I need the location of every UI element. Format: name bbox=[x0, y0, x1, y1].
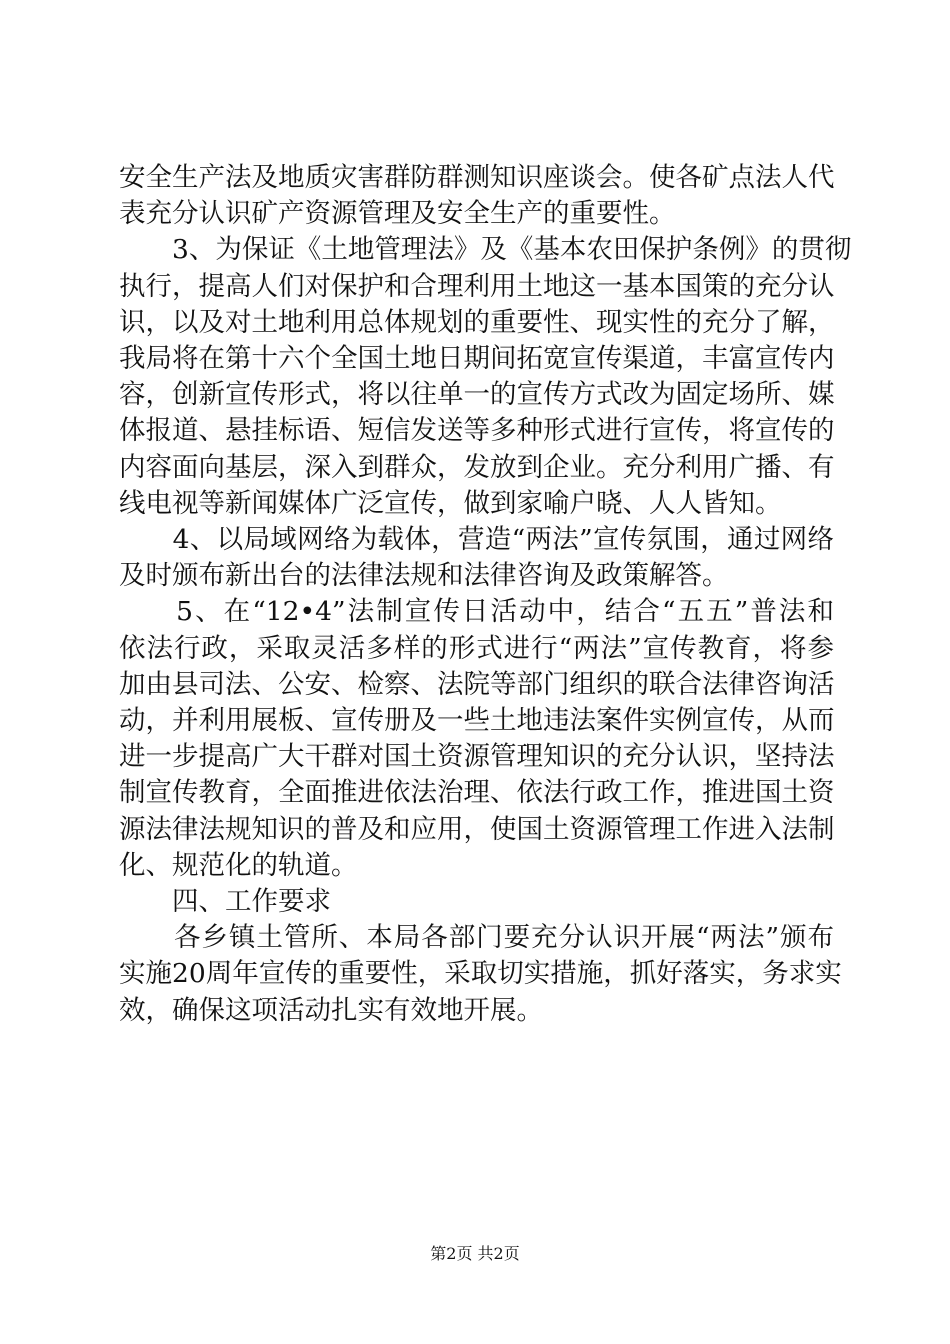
body-text-line: 源法律法规知识的普及和应用，使国土资源管理工作进入法制 bbox=[119, 813, 835, 845]
body-text-line: 4、以局域网络为载体，营造“两法”宣传氛围，通过网络 bbox=[119, 524, 834, 555]
body-text-line: 进一步提高广大干群对国土资源管理知识的充分认识，坚持法 bbox=[119, 741, 835, 773]
body-text-line: 我局将在第十六个全国土地日期间拓宽宣传渠道，丰富宣传内 bbox=[119, 343, 835, 374]
body-text-line: 效，确保这项活动扎实有效地开展。 bbox=[119, 994, 543, 1026]
body-text-line: 各乡镇土管所、本局各部门要充分认识开展“两法”颁布 bbox=[119, 922, 834, 954]
body-text-line: 表充分认识矿产资源管理及安全生产的重要性。 bbox=[119, 198, 676, 230]
body-text-line: 安全生产法及地质灾害群防群测知识座谈会。使各矿点法人代 bbox=[119, 162, 835, 193]
body-text-line: 动，并利用展板、宣传册及一些土地违法案件实例宣传，从而 bbox=[119, 705, 835, 736]
body-text-line: 化、规范化的轨道。 bbox=[119, 849, 358, 881]
body-text-line: 内容面向基层，深入到群众，发放到企业。充分利用广播、有 bbox=[119, 451, 835, 483]
body-text-line: 加由县司法、公安、检察、法院等部门组织的联合法律咨询活 bbox=[119, 668, 835, 700]
body-text-line: 容，创新宣传形式，将以往单一的宣传方式改为固定场所、媒 bbox=[119, 379, 835, 411]
body-text-line: 执行，提高人们对保护和合理利用土地这一基本国策的充分认 bbox=[119, 270, 835, 302]
body-text-line: 5、在“12•4”法制宣传日活动中，结合“五五”普法和 bbox=[119, 596, 834, 628]
body-text-line: 体报道、悬挂标语、短信发送等多种形式进行宣传，将宣传的 bbox=[119, 415, 835, 447]
body-text-line: 实施20周年宣传的重要性，采取切实措施，抓好落实，务求实 bbox=[119, 958, 842, 990]
body-text-line: 及时颁布新出台的法律法规和法律咨询及政策解答。 bbox=[119, 560, 729, 592]
page-footer: 第2页 共2页 bbox=[430, 1244, 520, 1263]
body-text-line: 制宣传教育，全面推进依法治理、依法行政工作，推进国土资 bbox=[119, 777, 835, 809]
body-text-line: 四、工作要求 bbox=[119, 886, 331, 917]
body-text-line: 依法行政，采取灵活多样的形式进行“两法”宣传教育，将参 bbox=[119, 632, 834, 664]
body-text-line: 识，以及对土地利用总体规划的重要性、现实性的充分了解， bbox=[119, 306, 835, 338]
body-text-line: 线电视等新闻媒体广泛宣传，做到家喻户晓、人人皆知。 bbox=[119, 487, 782, 519]
body-text-line: 3、为保证《土地管理法》及《基本农田保护条例》的贯彻 bbox=[119, 234, 852, 266]
